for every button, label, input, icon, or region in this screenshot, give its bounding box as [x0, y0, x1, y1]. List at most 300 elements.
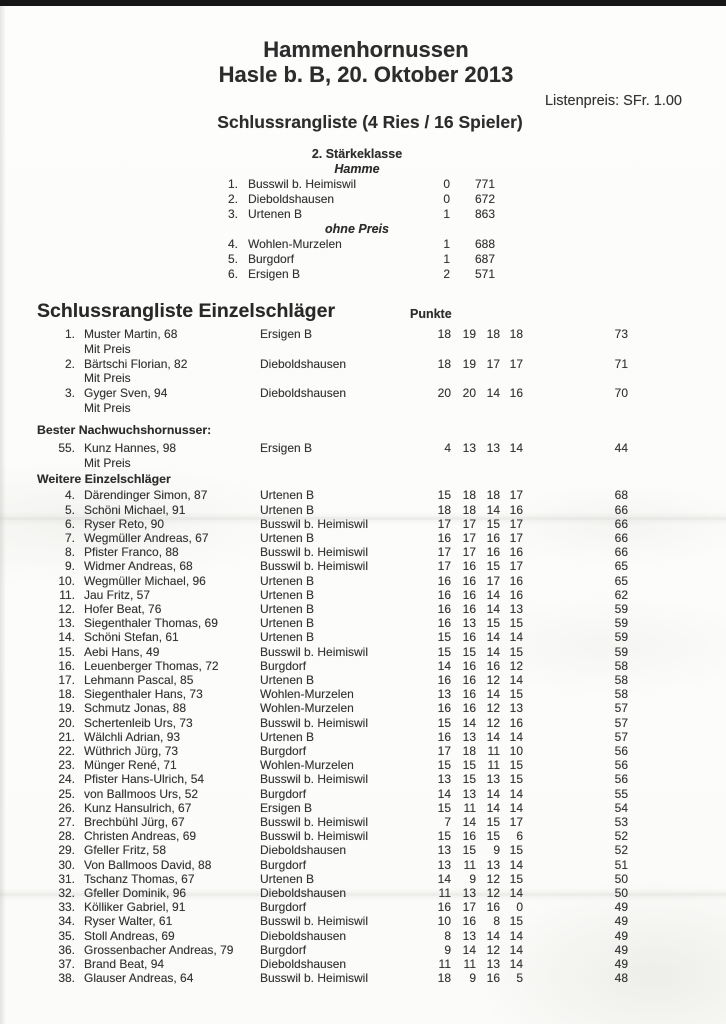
ries-3-points: 11	[487, 758, 500, 773]
player-result-row	[0, 701, 726, 715]
ries-1-points: 15	[437, 800, 451, 815]
player-name: Wälchli Adrian, 93	[84, 729, 181, 744]
spacer	[75, 574, 84, 588]
points-column-header: Punkte	[410, 307, 452, 321]
ries-4-points: 15	[509, 871, 523, 886]
more-players-title: Weitere Einzelschläger	[37, 472, 171, 487]
total-points: 53	[614, 815, 628, 830]
ries-4-points: 16	[509, 386, 523, 401]
player-result-row	[0, 914, 726, 928]
team-rank: 6.	[227, 267, 238, 281]
player-name: Wüthrich Jürg, 73	[84, 744, 179, 759]
player-team: Busswil b. Heimiswil	[260, 644, 369, 659]
player-rank: 33.	[58, 900, 75, 915]
total-points: 68	[614, 488, 628, 503]
player-name: Münger René, 71	[84, 758, 177, 773]
ries-1-points: 15	[437, 715, 451, 730]
ries-1-points: 13	[437, 687, 451, 702]
ries-3-points: 16	[486, 545, 500, 560]
ries-4-points: 14	[509, 786, 523, 801]
ries-1-points: 16	[437, 616, 451, 631]
player-rank: 28.	[58, 829, 75, 844]
spacer	[75, 716, 84, 730]
ries-2-points: 13	[462, 886, 476, 901]
player-team: Busswil b. Heimiswil	[260, 545, 369, 560]
player-team: Urtenen B	[260, 602, 315, 616]
player-team: Dieboldshausen	[260, 957, 347, 972]
player-result-row	[0, 517, 726, 531]
spacer	[75, 758, 84, 772]
spacer	[75, 357, 84, 372]
player-rank: 27.	[58, 815, 75, 830]
player-name: Wegmüller Michael, 96	[84, 573, 206, 588]
player-rank: 24.	[58, 772, 75, 787]
spacer	[75, 843, 84, 857]
event-title: Hammenhornussen	[263, 37, 469, 62]
ries-3-points: 14	[486, 786, 500, 801]
more-players-list	[0, 488, 726, 985]
ries-1-points: 18	[437, 502, 451, 517]
spacer	[75, 701, 84, 715]
ranking-subtitle: Schlussrangliste (4 Ries / 16 Spieler)	[217, 112, 523, 132]
player-team: Urtenen B	[260, 488, 315, 503]
player-rank: 26.	[58, 800, 75, 815]
ries-3-points: 12	[486, 701, 500, 716]
spacer	[238, 252, 248, 267]
player-rank: 34.	[58, 914, 75, 929]
player-team: Busswil b. Heimiswil	[260, 715, 369, 730]
spacer	[75, 971, 84, 985]
ries-4-points: 15	[509, 644, 523, 659]
player-team: Dieboldshausen	[260, 928, 347, 943]
player-name: Schöni Stefan, 61	[84, 630, 179, 645]
team-rank: 3.	[227, 207, 238, 221]
team-points: 571	[474, 267, 495, 281]
player-name: Pfister Hans-Ulrich, 54	[84, 772, 205, 787]
player-team: Urtenen B	[260, 673, 315, 688]
player-team: Dieboldshausen	[260, 386, 347, 401]
ries-2-points: 16	[462, 687, 476, 702]
player-result-row	[0, 886, 726, 900]
player-name: Tschanz Thomas, 67	[84, 871, 195, 886]
ries-3-points: 17	[486, 573, 500, 588]
player-rank: 18.	[58, 687, 75, 702]
team-lost-numbers: 1	[443, 252, 450, 266]
ries-3-points: 14	[486, 630, 500, 645]
player-team: Busswil b. Heimiswil	[260, 559, 369, 574]
ries-1-points: 11	[438, 886, 451, 901]
player-rank: 10.	[58, 573, 75, 588]
spacer	[75, 616, 84, 630]
ries-4-points: 10	[509, 744, 523, 759]
ries-3-points: 13	[486, 957, 500, 972]
player-result-row	[0, 616, 726, 630]
spacer	[75, 659, 84, 673]
ries-3-points: 13	[486, 772, 500, 787]
ries-3-points: 15	[486, 516, 500, 531]
ries-2-points: 16	[462, 587, 476, 602]
player-rank: 2.	[64, 356, 75, 371]
player-team: Busswil b. Heimiswil	[260, 829, 369, 844]
player-rank: 55.	[58, 440, 75, 455]
player-team: Urtenen B	[260, 729, 315, 744]
player-name: Gyger Sven, 94	[84, 386, 168, 401]
youth-list	[0, 441, 726, 471]
ries-4-points: 16	[509, 587, 523, 602]
player-name: Kunz Hannes, 98	[84, 440, 177, 455]
player-result-row	[0, 829, 726, 843]
team-name: Wohlen-Murzelen	[248, 237, 342, 251]
ries-2-points: 18	[462, 488, 476, 503]
spacer	[75, 900, 84, 914]
ries-4-points: 14	[509, 928, 523, 943]
ries-1-points: 11	[438, 957, 451, 972]
youth-title: Bester Nachwuchshornusser:	[37, 422, 212, 437]
ries-3-points: 13	[486, 440, 500, 455]
spacer	[75, 545, 84, 559]
ries-2-points: 14	[462, 942, 476, 957]
ries-4-points: 13	[509, 602, 523, 616]
ries-2-points: 17	[462, 900, 476, 915]
prize-note: Mit Preis	[84, 341, 131, 356]
team-points: 672	[474, 192, 495, 206]
ries-4-points: 17	[509, 530, 523, 545]
player-result-row	[0, 602, 726, 616]
player-name: Gfeller Dominik, 96	[84, 886, 187, 901]
spacer	[75, 488, 84, 502]
ries-4-points: 14	[509, 729, 523, 744]
ries-3-points: 16	[486, 971, 500, 986]
ries-3-points: 14	[486, 386, 500, 401]
team-points: 863	[474, 207, 495, 221]
player-team: Busswil b. Heimiswil	[260, 516, 369, 531]
ries-1-points: 14	[437, 786, 451, 801]
player-rank: 5.	[64, 502, 75, 517]
total-points: 49	[614, 957, 628, 972]
team-rank: 5.	[227, 252, 238, 266]
team-rank: 1.	[227, 177, 238, 191]
player-team: Wohlen-Murzelen	[260, 758, 354, 773]
prize-note: Mit Preis	[84, 371, 131, 386]
total-points: 71	[614, 356, 628, 371]
total-points: 50	[614, 886, 628, 901]
total-points: 56	[614, 772, 628, 787]
player-name: Kölliker Gabriel, 91	[84, 900, 186, 915]
total-points: 59	[614, 602, 628, 616]
event-location-date: Hasle b. B, 20. Oktober 2013	[218, 62, 514, 87]
spacer	[75, 957, 84, 971]
spacer	[75, 815, 84, 829]
total-points: 51	[614, 857, 628, 872]
player-rank: 17.	[58, 673, 75, 688]
total-points: 50	[614, 871, 628, 886]
player-name: Jau Fritz, 57	[84, 587, 151, 602]
player-team: Busswil b. Heimiswil	[260, 971, 369, 986]
player-result-row	[0, 801, 726, 815]
team-points: 688	[474, 237, 495, 251]
ries-2-points: 16	[462, 573, 476, 588]
player-rank: 13.	[58, 616, 75, 631]
ries-1-points: 7	[444, 815, 451, 830]
player-result-row	[0, 645, 726, 659]
spacer	[75, 886, 84, 900]
ries-2-points: 9	[469, 871, 476, 886]
ries-4-points: 14	[509, 886, 523, 901]
ries-4-points: 16	[509, 573, 523, 588]
ries-3-points: 15	[486, 616, 500, 631]
player-team: Busswil b. Heimiswil	[260, 914, 369, 929]
team-rank: 4.	[227, 237, 238, 251]
player-team: Burgdorf	[260, 942, 307, 957]
ries-4-points: 14	[509, 857, 523, 872]
ries-2-points: 19	[462, 327, 476, 341]
strength-class-title: 2. Stärkeklasse	[311, 147, 403, 161]
ries-2-points: 17	[462, 516, 476, 531]
scan-top-edge-artifact	[0, 0, 726, 6]
player-rank: 6.	[64, 516, 75, 531]
ries-2-points: 16	[462, 673, 476, 688]
player-team: Burgdorf	[260, 857, 307, 872]
player-result-row	[0, 787, 726, 801]
player-result-row	[0, 559, 726, 573]
ries-2-points: 13	[462, 928, 476, 943]
list-price: Listenpreis: SFr. 1.00	[544, 93, 682, 109]
player-team: Dieboldshausen	[260, 356, 347, 371]
ries-1-points: 16	[437, 602, 451, 616]
ries-3-points: 16	[486, 900, 500, 915]
ries-1-points: 16	[437, 673, 451, 688]
player-name: Wegmüller Andreas, 67	[84, 530, 209, 545]
player-result-row	[0, 900, 726, 914]
ries-4-points: 14	[509, 630, 523, 645]
ries-4-points: 15	[509, 758, 523, 773]
player-rank: 7.	[64, 530, 75, 545]
ries-4-points: 0	[516, 900, 523, 915]
player-result-row	[0, 772, 726, 786]
ries-4-points: 6	[516, 829, 523, 844]
spacer	[75, 730, 84, 744]
ries-2-points: 17	[462, 545, 476, 560]
player-name: von Ballmoos Urs, 52	[84, 786, 199, 801]
ries-4-points: 16	[509, 502, 523, 517]
team-row	[0, 177, 726, 192]
total-points: 59	[614, 630, 628, 645]
ries-4-points: 14	[509, 942, 523, 957]
player-rank: 31.	[58, 871, 75, 886]
player-name: Gfeller Fritz, 58	[84, 843, 167, 858]
player-result-row	[0, 673, 726, 687]
team-points: 771	[474, 177, 495, 191]
player-name: Muster Martin, 68	[84, 327, 178, 341]
team-lost-numbers: 1	[443, 207, 450, 221]
ries-4-points: 14	[509, 440, 523, 455]
player-team: Urtenen B	[260, 573, 315, 588]
player-rank: 8.	[64, 545, 75, 560]
ries-2-points: 16	[462, 602, 476, 616]
ries-3-points: 18	[486, 327, 500, 341]
ries-3-points: 16	[486, 658, 500, 673]
total-points: 49	[614, 914, 628, 929]
prize-note: Mit Preis	[84, 400, 131, 415]
ries-2-points: 16	[462, 829, 476, 844]
ries-3-points: 18	[486, 488, 500, 503]
spacer	[75, 588, 84, 602]
ries-4-points: 5	[516, 971, 523, 986]
ries-2-points: 15	[462, 772, 476, 787]
total-points: 70	[614, 386, 628, 401]
team-row	[0, 207, 726, 222]
spacer	[75, 858, 84, 872]
total-points: 62	[614, 587, 628, 602]
team-row	[0, 192, 726, 207]
ries-3-points: 8	[493, 914, 500, 929]
player-rank: 19.	[58, 701, 75, 716]
player-result-row	[0, 957, 726, 971]
player-rank: 9.	[64, 559, 75, 574]
player-rank: 14.	[58, 630, 75, 645]
ries-2-points: 16	[462, 914, 476, 929]
player-rank: 15.	[58, 644, 75, 659]
player-rank: 21.	[58, 729, 75, 744]
ries-4-points: 17	[509, 356, 523, 371]
ries-4-points: 12	[509, 658, 523, 673]
ries-1-points: 17	[437, 559, 451, 574]
spacer	[238, 237, 248, 252]
ries-1-points: 8	[444, 928, 451, 943]
ries-1-points: 15	[437, 829, 451, 844]
player-result-row	[0, 815, 726, 829]
team-name: Burgdorf	[248, 252, 295, 266]
player-team: Urtenen B	[260, 616, 315, 631]
ries-3-points: 15	[486, 559, 500, 574]
player-name: Schöni Michael, 91	[84, 502, 186, 517]
player-team: Burgdorf	[260, 786, 307, 801]
ries-3-points: 14	[486, 800, 500, 815]
ries-1-points: 17	[437, 545, 451, 560]
player-result-row	[0, 744, 726, 758]
ries-1-points: 20	[437, 386, 451, 401]
total-points: 56	[614, 758, 628, 773]
total-points: 54	[614, 800, 628, 815]
total-points: 73	[614, 327, 628, 341]
ries-2-points: 17	[462, 530, 476, 545]
team-row	[0, 252, 726, 267]
total-points: 52	[614, 829, 628, 844]
player-rank: 37.	[58, 957, 75, 972]
total-points: 58	[614, 673, 628, 688]
player-name: Lehmann Pascal, 85	[84, 673, 194, 688]
ries-1-points: 15	[437, 644, 451, 659]
ries-3-points: 14	[486, 602, 500, 616]
player-team: Urtenen B	[260, 530, 315, 545]
player-rank: 11.	[59, 587, 75, 602]
player-rank: 4.	[64, 488, 75, 503]
ries-2-points: 11	[463, 800, 476, 815]
ries-1-points: 15	[437, 488, 451, 503]
ries-4-points: 16	[509, 715, 523, 730]
player-name: Ryser Reto, 90	[84, 516, 165, 531]
ries-1-points: 14	[437, 658, 451, 673]
player-team: Wohlen-Murzelen	[260, 687, 354, 702]
ries-2-points: 18	[462, 502, 476, 517]
spacer	[238, 177, 248, 192]
player-name: Bärtschi Florian, 82	[84, 356, 188, 371]
total-points: 58	[614, 658, 628, 673]
ries-4-points: 17	[509, 488, 523, 503]
player-result-row	[0, 574, 726, 588]
team-row	[0, 237, 726, 252]
total-points: 66	[614, 502, 628, 517]
ries-1-points: 15	[437, 630, 451, 645]
total-points: 49	[614, 942, 628, 957]
spacer	[75, 744, 84, 758]
ries-3-points: 15	[486, 815, 500, 830]
ries-3-points: 12	[486, 715, 500, 730]
ries-4-points: 14	[509, 957, 523, 972]
ries-1-points: 18	[437, 327, 451, 341]
total-points: 66	[614, 516, 628, 531]
ries-3-points: 12	[486, 871, 500, 886]
player-result-row	[0, 441, 726, 456]
player-team: Urtenen B	[260, 630, 315, 645]
player-team: Burgdorf	[260, 900, 307, 915]
ries-2-points: 14	[462, 815, 476, 830]
player-team: Ersigen B	[260, 327, 313, 341]
spacer	[75, 829, 84, 843]
player-result-row	[0, 758, 726, 772]
ries-3-points: 16	[486, 530, 500, 545]
player-result-row	[0, 386, 726, 401]
player-result-row	[0, 872, 726, 886]
ries-1-points: 16	[437, 530, 451, 545]
ries-4-points: 15	[509, 616, 523, 631]
ries-2-points: 13	[462, 729, 476, 744]
ries-1-points: 16	[437, 587, 451, 602]
player-result-row	[0, 929, 726, 943]
ries-1-points: 17	[437, 744, 451, 759]
player-rank: 1.	[64, 327, 75, 341]
player-team: Urtenen B	[260, 871, 315, 886]
team-lost-numbers: 2	[443, 267, 450, 281]
ries-2-points: 13	[462, 440, 476, 455]
ries-2-points: 15	[462, 758, 476, 773]
ries-2-points: 13	[462, 786, 476, 801]
ries-3-points: 14	[486, 729, 500, 744]
ries-1-points: 10	[437, 914, 451, 929]
player-name: Siegenthaler Hans, 73	[84, 687, 203, 702]
spacer	[238, 267, 248, 282]
ries-1-points: 18	[437, 356, 451, 371]
player-name: Christen Andreas, 69	[84, 829, 197, 844]
spacer	[238, 207, 248, 222]
ries-1-points: 16	[437, 900, 451, 915]
ries-2-points: 16	[462, 630, 476, 645]
team-name: Urtenen B	[248, 207, 303, 221]
ries-4-points: 15	[509, 772, 523, 787]
ries-2-points: 11	[463, 857, 476, 872]
total-points: 59	[614, 616, 628, 631]
team-name: Busswil b. Heimiswil	[248, 177, 357, 191]
ries-2-points: 20	[462, 386, 476, 401]
spacer	[75, 327, 84, 342]
player-name: Schertenleib Urs, 73	[84, 715, 193, 730]
total-points: 48	[614, 971, 628, 986]
player-name: Von Ballmoos David, 88	[84, 857, 212, 872]
total-points: 65	[614, 573, 628, 588]
total-points: 57	[614, 701, 628, 716]
player-team: Busswil b. Heimiswil	[260, 772, 369, 787]
ries-1-points: 9	[444, 942, 451, 957]
